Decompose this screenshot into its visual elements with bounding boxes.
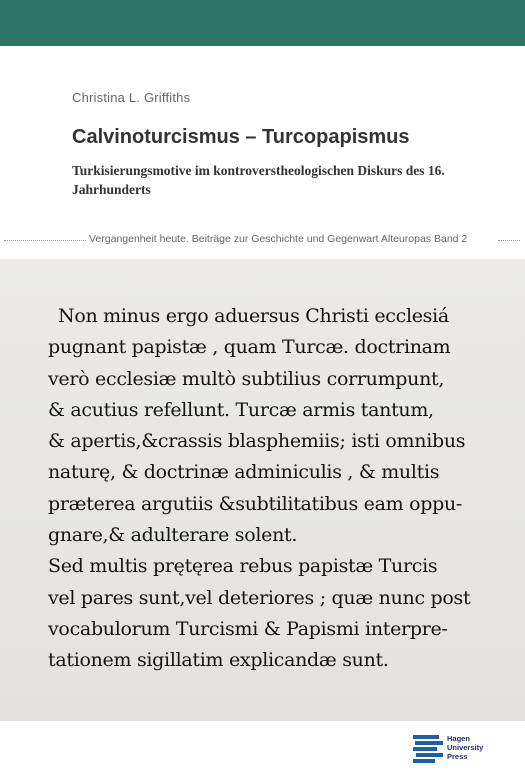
book-title: Calvinoturcismus – Turcopapismus (72, 126, 410, 148)
stacked-bars-logo-icon (413, 735, 443, 765)
latin-line: vel pares sunt,vel deteriores ; quæ nunc post (48, 586, 471, 609)
latin-line: gnare,& adulterare solent. (48, 524, 298, 547)
latin-line: naturę, & doctrinæ adminiculis , & multis (48, 461, 440, 484)
latin-line: & apertis,&crassis blasphemiis; isti omnibus (48, 430, 466, 453)
top-color-band (0, 0, 525, 46)
latin-line: Sed multis prętęrea rebus papistæ Turcis (48, 555, 438, 578)
book-subtitle: Turkisierungsmotive im kontroverstheologischen Diskurs des 16. Jahrhunderts (72, 163, 445, 197)
author-name: Christina L. Griffiths (72, 90, 191, 105)
series-line (0, 233, 525, 249)
latin-line: & acutius refellunt. Turcæ armis tantum, (48, 398, 434, 421)
latin-line: verò ecclesiæ multò subtilius corrumpunt, (48, 367, 445, 390)
latin-line: Non minus ergo aduersus Christi ecclesiá (58, 305, 449, 327)
publisher-line-3: Press (447, 752, 468, 761)
publisher-logo (413, 734, 513, 766)
cover-image-latin-text (0, 259, 525, 721)
latin-line: tationem sigillatim explicandæ sunt. (48, 649, 389, 672)
latin-text-block (48, 301, 470, 677)
publisher-line-2: University (447, 743, 484, 752)
series-dots-left (4, 240, 86, 241)
series-title: Vergangenheit heute. Beiträge zur Geschichte und Gegenwart Alteuropas Band 2 (89, 233, 468, 245)
series-dots-right (498, 240, 520, 241)
latin-line: præterea argutiis &subtilitatibus eam oppu- (48, 492, 463, 515)
publisher-name (447, 734, 483, 761)
latin-line: pugnant papistæ , quam Turcæ. doctrinam (48, 336, 451, 359)
latin-line: vocabulorum Turcismi & Papismi interpre- (48, 617, 448, 640)
publisher-line-1: Hagen (447, 734, 470, 743)
